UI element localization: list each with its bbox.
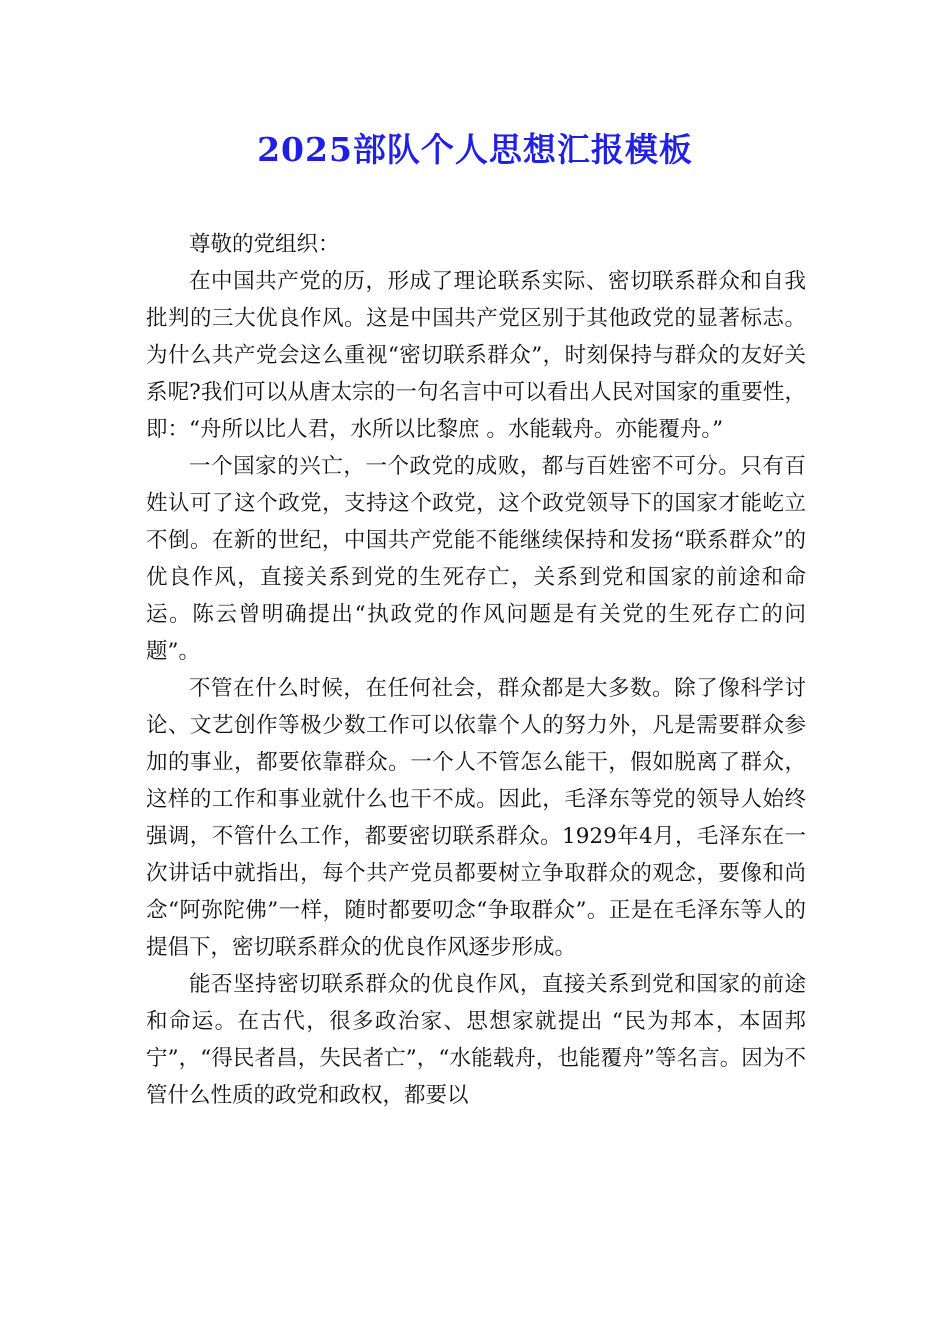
- salutation: 尊敬的党组织：: [189, 232, 340, 257]
- document-title: 2025部队个人思想汇报模板: [257, 130, 693, 169]
- document-body: [146, 226, 806, 1114]
- paragraph: 能否坚持密切联系群众的优良作风，直接关系到党和国家的前途和命运。在古代，很多政治家、思想家就提出 “民为邦本，本固邦宁”，“得民者昌，失民者亡”，“水能载舟，也能覆舟”等名言。因为不管什么性质的政党和政权，都要以: [146, 972, 806, 1108]
- paragraph: 在中国共产党的历，形成了理论联系实际、密切联系群众和自我批判的三大优良作风。这是中国共产党区别于其他政党的显著标志。为什么共产党会这么重视“密切联系群众”，时刻保持与群众的友好关系呢?我们可以从唐太宗的一句名言中可以看出人民对国家的重要性，即：“舟所以比人君，水所以比黎庶 。水能载舟。亦能覆舟。”: [146, 269, 806, 442]
- paragraph: 一个国家的兴亡，一个政党的成败，都与百姓密不可分。只有百姓认可了这个政党，支持这个政党，这个政党领导下的国家才能屹立不倒。在新的世纪，中国共产党能不能继续保持和发扬“联系群众”的优良作风，直接关系到党的生死存亡，关系到党和国家的前途和命运。陈云曾明确提出“执政党的作风问题是有关党的生死存亡的问题”。: [146, 454, 806, 664]
- paragraph: 不管在什么时候，在任何社会，群众都是大多数。除了像科学讨论、文艺创作等极少数工作可以依靠个人的努力外，凡是需要群众参加的事业，都要依靠群众。一个人不管怎么能干，假如脱离了群众，这样的工作和事业就什么也干不成。因此，毛泽东等党的领导人始终强调，不管什么工作，都要密切联系群众。1929年4月，毛泽东在一次讲话中就指出，每个共产党员都要树立争取群众的观念，要像和尚念“阿弥陀佛”一样，随时都要叨念“争取群众”。正是在毛泽东等人的提倡下，密切联系群众的优良作风逐步形成。: [146, 676, 806, 960]
